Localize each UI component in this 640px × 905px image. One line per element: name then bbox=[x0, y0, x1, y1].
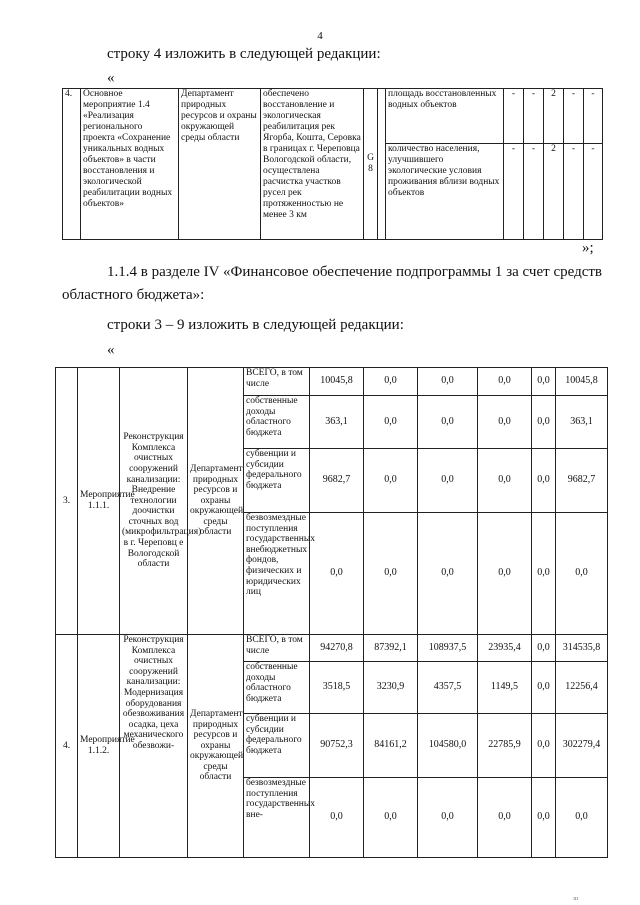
intro-text-2: строки 3 – 9 изложить в следующей редакции: bbox=[107, 317, 404, 333]
quote-open-2: « bbox=[107, 342, 115, 358]
row3-own-v1: 363,1 bbox=[310, 396, 364, 449]
t1-measure: Основное мероприятие 1.4 «Реализация регионального проекта «Сохранение уникальных водных объектов» в части восстановления и экологической реабилитации водных объектов» bbox=[81, 89, 179, 240]
row3-source-own: собственные доходы областного бюджета bbox=[244, 396, 310, 449]
row3-federal-v2: 0,0 bbox=[364, 449, 418, 513]
row3-own-v3: 0,0 bbox=[418, 396, 478, 449]
row4-federal-v1: 90752,3 bbox=[310, 714, 364, 778]
t1-code: G 8 bbox=[364, 89, 378, 240]
row3-own-v2: 0,0 bbox=[364, 396, 418, 449]
row4-nonbudget-v6: 0,0 bbox=[556, 778, 608, 858]
row4-federal-v4: 22785,9 bbox=[478, 714, 532, 778]
row3-measure: Реконструкция Комплекса очистных сооружений канализации: Внедрение технологии доочистки сточных вод (микрофильтрация) в г. Череповц е Вологодской области bbox=[120, 368, 188, 635]
t1-indicator-1-v5: - bbox=[584, 89, 603, 144]
row3-total-v3: 0,0 bbox=[418, 368, 478, 396]
row4-own-v2: 3230,9 bbox=[364, 662, 418, 714]
section-paragraph: 1.1.4 в разделе IV «Финансовое обеспечение подпрограммы 1 за счет средств областного бюджета»: bbox=[62, 264, 602, 303]
t1-indicator-1-v2: - bbox=[524, 89, 544, 144]
row4-code: Мероприятие 1.1.2. bbox=[78, 635, 120, 858]
row4-measure: Реконструкция Комплекса очистных сооружений канализации: Модернизация оборудования обезвоживания осадка, цеха механического обезвожи- bbox=[120, 635, 188, 858]
quote-open-1: « bbox=[107, 70, 115, 86]
t1-indicator-2-v4: - bbox=[564, 144, 584, 240]
row4-own-v6: 12256,4 bbox=[556, 662, 608, 714]
row3-source-nonbudget: безвозмездные поступления государственных внебюджетных фондов, физических и юридических лиц bbox=[244, 513, 310, 635]
row4-nonbudget-v1: 0,0 bbox=[310, 778, 364, 858]
row4-federal-v5: 0,0 bbox=[532, 714, 556, 778]
t1-indicator-1-name: площадь восстановленных водных объектов bbox=[386, 89, 504, 144]
row3-own-v5: 0,0 bbox=[532, 396, 556, 449]
row4-total-v2: 87392,1 bbox=[364, 635, 418, 662]
t1-indicator-2-name: количество населения, улучшившего экологические условия проживания вблизи водных объектов bbox=[386, 144, 504, 240]
t1-indicator-1-v1: - bbox=[504, 89, 524, 144]
row3-total-v4: 0,0 bbox=[478, 368, 532, 396]
t1-indicator-2-v2: - bbox=[524, 144, 544, 240]
row3-federal-v1: 9682,7 bbox=[310, 449, 364, 513]
t1-empty-cell bbox=[378, 89, 386, 240]
quote-close: »; bbox=[582, 240, 594, 256]
t1-indicator-2-v5: - bbox=[584, 144, 603, 240]
row3-own-v6: 363,1 bbox=[556, 396, 608, 449]
row4-source-total: ВСЕГО, в том числе bbox=[244, 635, 310, 662]
row3-nonbudget-v2: 0,0 bbox=[364, 513, 418, 635]
row3-number: 3. bbox=[56, 368, 78, 635]
row3-source-total: ВСЕГО, в том числе bbox=[244, 368, 310, 396]
t1-indicator-2-v3: 2 bbox=[544, 144, 564, 240]
row4-nonbudget-v3: 0,0 bbox=[418, 778, 478, 858]
row3-total-v6: 10045,8 bbox=[556, 368, 608, 396]
finance-table bbox=[55, 367, 608, 858]
row4-total-v5: 0,0 bbox=[532, 635, 556, 662]
row4-federal-v3: 104580,0 bbox=[418, 714, 478, 778]
row4-nonbudget-v2: 0,0 bbox=[364, 778, 418, 858]
row3-nonbudget-v5: 0,0 bbox=[532, 513, 556, 635]
row4-own-v4: 1149,5 bbox=[478, 662, 532, 714]
row3-total-v5: 0,0 bbox=[532, 368, 556, 396]
row4-own-v5: 0,0 bbox=[532, 662, 556, 714]
row4-nonbudget-v4: 0,0 bbox=[478, 778, 532, 858]
row3-executor: Департамент природных ресурсов и охраны окружающей среды области bbox=[188, 368, 244, 635]
t1-indicator-1-v3: 2 bbox=[544, 89, 564, 144]
row4-number: 4. bbox=[56, 635, 78, 858]
t1-indicator-2-v1: - bbox=[504, 144, 524, 240]
row3-federal-v4: 0,0 bbox=[478, 449, 532, 513]
row4-total-v1: 94270,8 bbox=[310, 635, 364, 662]
page-number: 4 bbox=[317, 30, 323, 42]
intro-text-1: строку 4 изложить в следующей редакции: bbox=[107, 46, 381, 62]
t1-executor: Департамент природных ресурсов и охраны окружающей среды области bbox=[179, 89, 261, 240]
t1-result: обеспечено восстановление и экологическая реабилитация рек Ягорба, Кошта, Серовка в границах г. Череповца Вологодской области, осуществлена расчистка участков русел рек протяженностью не менее 3 км bbox=[261, 89, 364, 240]
row4-federal-v2: 84161,2 bbox=[364, 714, 418, 778]
row4-total-v6: 314535,8 bbox=[556, 635, 608, 662]
finance-table-clip bbox=[55, 367, 607, 838]
indicator-table bbox=[62, 88, 603, 240]
row4-source-federal: субвенции и субсидии федерального бюджета bbox=[244, 714, 310, 778]
t1-indicator-1-v4: - bbox=[564, 89, 584, 144]
t1-row-number: 4. bbox=[63, 89, 81, 240]
row3-total-v2: 0,0 bbox=[364, 368, 418, 396]
row3-nonbudget-v4: 0,0 bbox=[478, 513, 532, 635]
row4-nonbudget-v5: 0,0 bbox=[532, 778, 556, 858]
row3-nonbudget-v6: 0,0 bbox=[556, 513, 608, 635]
row3-nonbudget-v1: 0,0 bbox=[310, 513, 364, 635]
row3-federal-v3: 0,0 bbox=[418, 449, 478, 513]
row4-source-own: собственные доходы областного бюджета bbox=[244, 662, 310, 714]
row4-own-v3: 4357,5 bbox=[418, 662, 478, 714]
row4-total-v4: 23935,4 bbox=[478, 635, 532, 662]
row4-total-v3: 108937,5 bbox=[418, 635, 478, 662]
row3-code: Мероприятие 1.1.1. bbox=[78, 368, 120, 635]
row3-own-v4: 0,0 bbox=[478, 396, 532, 449]
row3-total-v1: 10045,8 bbox=[310, 368, 364, 396]
row4-executor: Департамент природных ресурсов и охраны окружающей среды области bbox=[188, 635, 244, 858]
scan-mark: ш bbox=[573, 896, 578, 902]
row4-federal-v6: 302279,4 bbox=[556, 714, 608, 778]
row3-federal-v5: 0,0 bbox=[532, 449, 556, 513]
row3-source-federal: субвенции и субсидии федерального бюджета bbox=[244, 449, 310, 513]
row3-federal-v6: 9682,7 bbox=[556, 449, 608, 513]
row4-source-nonbudget: безвозмездные поступления государственных вне- bbox=[244, 778, 310, 858]
row3-nonbudget-v3: 0,0 bbox=[418, 513, 478, 635]
row4-own-v1: 3518,5 bbox=[310, 662, 364, 714]
